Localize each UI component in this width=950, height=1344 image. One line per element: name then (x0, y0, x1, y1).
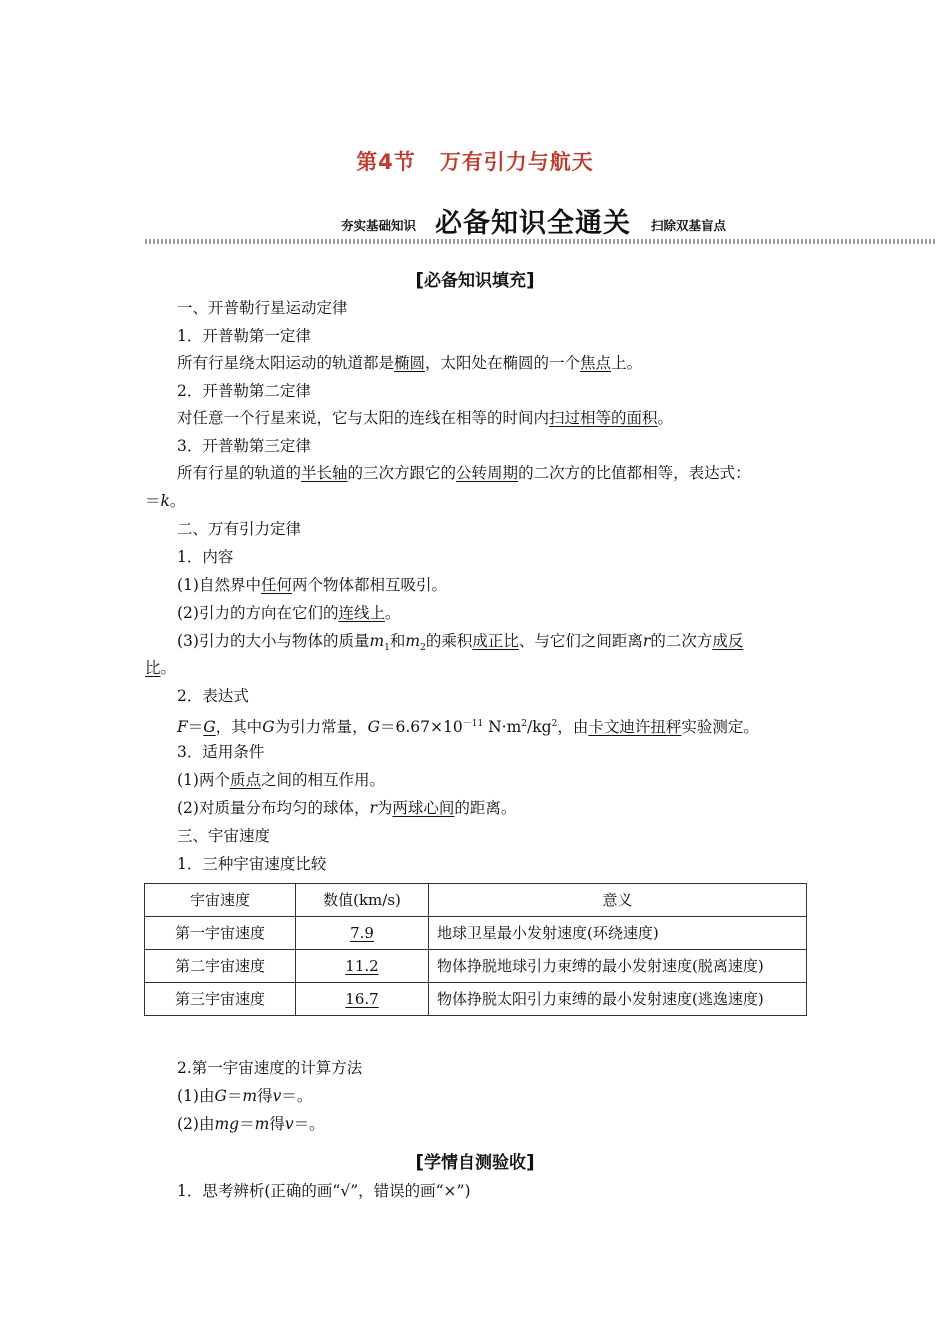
condition-2: (2)对质量分布均匀的球体，r为两球心间的距离。 (177, 799, 517, 817)
paragraph-kepler-1: 所有行星绕太阳运动的轨道都是椭圆，太阳处在椭圆的一个焦点上。 (177, 354, 643, 372)
section-number: 第4节 (356, 150, 416, 174)
calc-method-2: (2)由mg＝m得v＝。 (177, 1115, 325, 1133)
subheading-content: 1．内容 (177, 548, 234, 566)
banner-right-text: 扫除双基盲点 (651, 218, 727, 233)
paragraph-kepler-3-cont: ＝k。 (145, 492, 186, 510)
blank-answer: 焦点 (580, 354, 612, 372)
blank-answer: 椭圆 (394, 354, 426, 372)
heading-kepler: 一、开普勒行星运动定律 (177, 299, 348, 317)
item-2: (2)引力的方向在它们的连线上。 (177, 604, 401, 622)
formula-line: F＝G，其中G为引力常量，$G=6.67\times 10^{-11}$ $N\cdot m^2/kg^2$，由卡文迪许扭秤实验测定。 (177, 718, 759, 737)
table-cell-value: 16.7 (345, 990, 379, 1008)
blank-answer: 任何 (260, 576, 292, 594)
table-cell: 第一宇宙速度 (145, 917, 296, 950)
table-cell-value: 7.9 (350, 924, 374, 942)
calc-method-1: (1)由G＝m得v＝。 (177, 1087, 313, 1105)
blank-answer: 比 (145, 659, 161, 677)
subheading-speed-compare: 1．三种宇宙速度比较 (177, 855, 327, 873)
table-cell-value: 11.2 (345, 957, 379, 975)
table-row (145, 950, 807, 983)
blank-answer: 连线上 (338, 604, 385, 622)
subheading-expression: 2．表达式 (177, 687, 249, 705)
question-1: 1．思考辨析(正确的画“√”，错误的画“×”) (177, 1182, 471, 1200)
block-title-knowledge: [必备知识填充] (415, 269, 535, 291)
banner-main-text: 必备知识全通关 (435, 208, 631, 239)
item-3-cont: 比。 (145, 659, 177, 677)
blank-answer: 两球心间 (392, 799, 455, 817)
section-banner (145, 204, 935, 244)
blank-answer: 成反 (712, 632, 744, 650)
banner-left-text: 夯实基础知识 (341, 218, 417, 233)
table-row (145, 917, 807, 950)
subheading-conditions: 3．适用条件 (177, 743, 265, 761)
table-cell: 地球卫星最小发射速度(环绕速度) (429, 917, 807, 950)
item-3: (3)引力的大小与物体的质量$m_1$和$m_2$的乘积成正比、与它们之间距离r的二次方成反 (177, 632, 744, 654)
blank-answer: 扫过相等的面积 (549, 409, 658, 427)
block-title-selftest: [学情自测验收] (415, 1151, 535, 1173)
page-title (0, 146, 950, 176)
banner-rule (145, 239, 935, 244)
table-cell: 物体挣脱地球引力束缚的最小发射速度(脱离速度) (429, 950, 807, 983)
heading-cosmic-speed: 三、宇宙速度 (177, 827, 271, 845)
blank-answer: 成正比 (472, 632, 519, 650)
subheading-kepler-3: 3．开普勒第三定律 (177, 437, 311, 455)
blank-answer: 质点 (229, 771, 261, 789)
subheading-calc-method: 2.第一宇宙速度的计算方法 (177, 1059, 363, 1077)
table-row (145, 983, 807, 1016)
paragraph-kepler-2: 对任意一个行星来说，它与太阳的连线在相等的时间内扫过相等的面积。 (177, 409, 674, 427)
blank-answer: G (203, 718, 216, 737)
block-title-text: 必备知识填充 (424, 271, 526, 291)
section-name: 万有引力与航天 (439, 150, 594, 174)
paragraph-kepler-3: 所有行星的轨道的半长轴的三次方跟它的公转周期的二次方的比值都相等，表达式： (177, 464, 751, 482)
table-cell: 第三宇宙速度 (145, 983, 296, 1016)
block-title-text: 学情自测验收 (424, 1153, 526, 1173)
table-header: 宇宙速度 (145, 884, 296, 917)
item-1: (1)自然界中任何两个物体都相互吸引。 (177, 576, 447, 594)
blank-answer: 半长轴 (301, 464, 348, 482)
cosmic-speed-table (144, 883, 807, 1016)
subheading-kepler-1: 1．开普勒第一定律 (177, 327, 311, 345)
table-header-row (145, 884, 807, 917)
table-cell: 第二宇宙速度 (145, 950, 296, 983)
blank-answer: 卡文迪许扭秤 (588, 718, 682, 737)
table-cell: 物体挣脱太阳引力束缚的最小发射速度(逃逸速度) (429, 983, 807, 1016)
table-header: 意义 (429, 884, 807, 917)
heading-gravitation: 二、万有引力定律 (177, 520, 302, 538)
table-header: 数值(km/s) (296, 884, 429, 917)
blank-answer: 公转周期 (456, 464, 519, 482)
condition-1: (1)两个质点之间的相互作用。 (177, 771, 385, 789)
subheading-kepler-2: 2．开普勒第二定律 (177, 382, 311, 400)
